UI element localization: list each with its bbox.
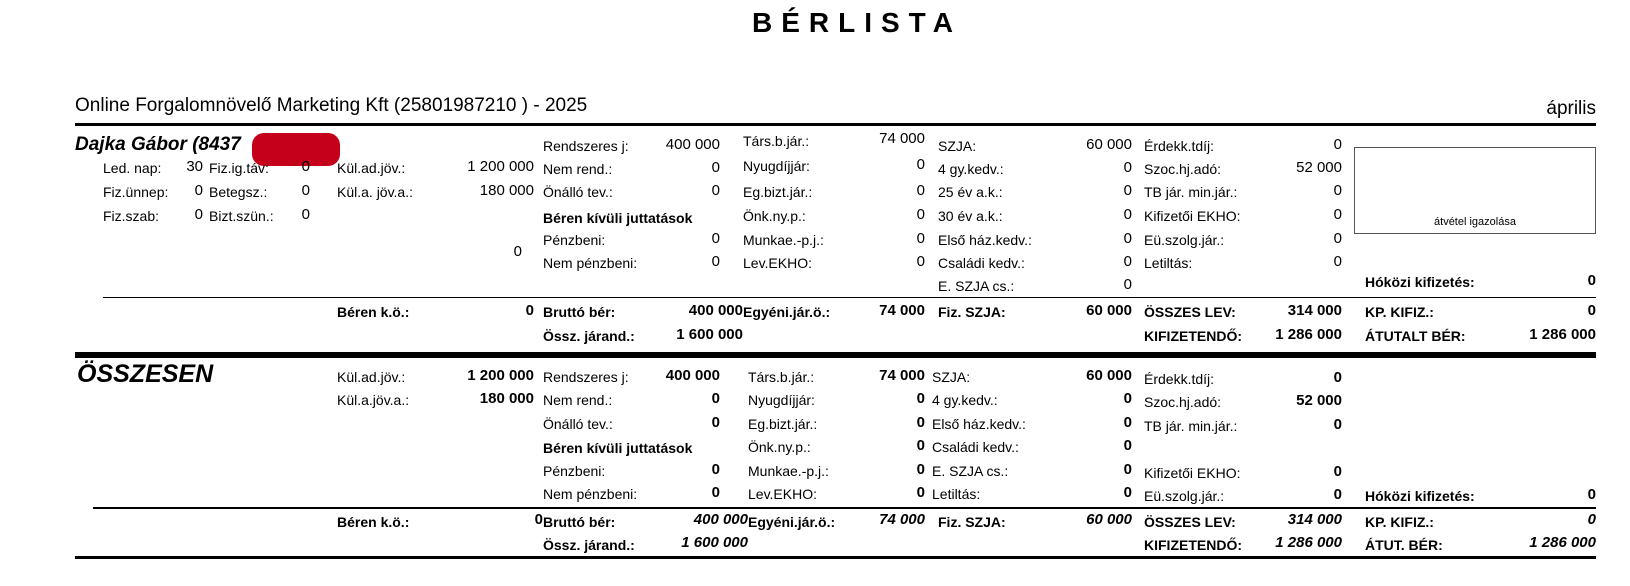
field-label: 30 év a.k.: [938,208,1003,224]
hokozi-label: Hóközi kifizetés: [1365,274,1475,290]
field-value: 0 [1123,276,1132,293]
summary-value: 314 000 [1287,302,1342,319]
section-label: Béren kívüli juttatások [543,440,693,456]
page-title: BÉRLISTA [752,7,962,38]
summary-label: Fiz. SZJA: [938,304,1006,320]
field-label: Munkae.-p.j.: [748,463,829,479]
summary-label: ÖSSZES LEV: [1144,514,1236,530]
field-label: Fiz.ünnep: [103,184,169,200]
field-label: Letiltás: [1144,255,1193,271]
field-label: Nyugdíjjár: [748,392,815,408]
field-label: Kül.ad.jöv.: [337,369,406,385]
field-label: SZJA: [938,138,977,154]
field-label: Első ház.kedv.: [932,416,1026,432]
employee-rule [103,297,1596,298]
summary-value: 1 286 000 [1275,326,1342,343]
field-label: Kifizetői EKHO: [1144,465,1241,481]
footer-rule [75,556,1596,559]
field-value: 0 [711,414,720,431]
field-label: Kül.ad.jöv.: [337,160,406,176]
field-value: 0 [194,206,203,223]
totals-inner-rule [93,507,1596,509]
field-label: Társ.b.jár.: [748,369,815,385]
signature-box [1354,147,1596,234]
field-value: 0 [916,206,925,223]
summary-label: ÁTUTALT BÉR: [1365,328,1466,344]
field-value: 0 [916,437,925,454]
field-label: Eg.bizt.jár.: [743,184,813,200]
field-label: Kül.a. jöv.a.: [337,184,414,200]
field-label: SZJA: [932,369,971,385]
field-label: Fiz.ig.táv: [209,160,269,176]
field-value: 74 000 [879,130,925,147]
section-label: Béren kívüli juttatások [543,210,693,226]
summary-value: 400 000 [693,511,748,528]
summary-label: KIFIZETENDŐ: [1144,537,1242,553]
field-value: 0 [1333,230,1342,247]
field-value: 0 [711,230,720,247]
summary-value: 0 [1587,511,1596,528]
summary-label: KIFIZETENDŐ: [1144,328,1242,344]
field-value: 0 [513,243,522,260]
header-rule [75,123,1596,126]
field-label: Kül.a.jöv.a.: [337,392,410,408]
field-label: Betegsz.: [209,184,268,200]
field-label: Nem rend.: [543,161,613,177]
summary-label: Bruttó bér: [543,514,616,530]
field-label: Első ház.kedv.: [938,232,1032,248]
summary-value: 1 286 000 [1275,534,1342,551]
field-label: Önálló tev.: [543,184,613,200]
field-label: Lev.EKHO: [743,255,812,271]
field-value: 400 000 [665,367,720,384]
field-label: 25 év a.k.: [938,184,1003,200]
field-value: 1 200 000 [467,367,534,384]
summary-value: 0 [534,511,543,528]
field-value: 0 [916,156,925,173]
field-label: Pénzbeni: [543,463,606,479]
field-label: Érdekk.tdíj: [1144,371,1215,387]
field-label: 4 gy.kedv.: [938,161,1004,177]
summary-value: 0 [1587,302,1596,319]
field-value: 0 [1333,182,1342,199]
field-label: TB jár. min.jár.: [1144,184,1238,200]
field-label: Nem pénzbeni: [543,255,638,271]
field-value: 0 [916,182,925,199]
field-label: Eü.szolg.jár.: [1144,232,1225,248]
field-label: Bizt.szün.: [209,208,274,224]
summary-value: 74 000 [879,302,925,319]
field-label: TB jár. min.jár.: [1144,418,1238,434]
field-value: 0 [1333,136,1342,153]
field-value: 60 000 [1086,136,1132,153]
field-label: E. SZJA cs.: [938,278,1015,294]
field-label: Rendszeres j: [543,138,629,154]
field-value: 0 [916,390,925,407]
field-value: 0 [711,484,720,501]
field-value: 0 [1123,159,1132,176]
field-label: Munkae.-p.j.: [743,232,824,248]
summary-label: Egyéni.jár.ö.: [743,304,831,320]
field-value: 0 [1123,437,1132,454]
employee-name: Dajka Gábor (8437 [75,134,241,155]
field-label: Családi kedv.: [932,439,1019,455]
field-value: 0 [916,414,925,431]
field-label: Társ.b.jár.: [743,133,810,149]
field-value: 0 [1333,206,1342,223]
hokozi-value: 0 [1587,486,1596,503]
field-value: 1 200 000 [467,158,534,175]
summary-value: 1 600 000 [676,326,743,343]
field-value: 0 [1123,390,1132,407]
field-label: Eü.szolg.jár.: [1144,488,1225,504]
summary-label: Fiz. SZJA: [938,514,1006,530]
hokozi-label: Hóközi kifizetés: [1365,488,1475,504]
field-value: 0 [1123,206,1132,223]
field-value: 0 [1123,182,1132,199]
summary-label: Béren k.ö.: [337,514,410,530]
summary-label: ÁTUT. BÉR: [1365,537,1443,553]
summary-label: Össz. járand.: [543,537,635,553]
month-label: április [1546,98,1596,119]
field-label: Nem pénzbeni: [543,486,638,502]
summary-value: 400 000 [688,302,743,319]
field-label: Fiz.szab: [103,208,160,224]
field-value: 0 [711,461,720,478]
totals-rule [75,352,1596,358]
field-label: Családi kedv.: [938,255,1025,271]
field-label: Önk.ny.p.: [748,439,811,455]
field-value: 52 000 [1296,392,1342,409]
summary-label: ÖSSZES LEV: [1144,304,1236,320]
field-label: Rendszeres j: [543,369,629,385]
signature-box-label: átvétel igazolása [1434,216,1516,228]
field-value: 0 [1123,414,1132,431]
summary-value: 0 [525,302,534,319]
field-value: 52 000 [1296,159,1342,176]
field-label: Led. nap: [103,160,162,176]
summary-label: Össz. járand.: [543,328,635,344]
field-value: 180 000 [479,390,534,407]
field-value: 0 [1123,461,1132,478]
field-value: 0 [1123,484,1132,501]
summary-value: 60 000 [1086,302,1132,319]
field-value: 0 [1333,416,1342,433]
field-value: 60 000 [1086,367,1132,384]
summary-label: KP. KIFIZ.: [1365,304,1434,320]
field-value: 180 000 [479,182,534,199]
field-label: Eg.bizt.jár.: [748,416,818,432]
summary-value: 60 000 [1086,511,1132,528]
field-label: Nyugdíjjár: [743,158,810,174]
summary-label: KP. KIFIZ.: [1365,514,1434,530]
field-value: 0 [301,182,310,199]
field-label: Lev.EKHO: [748,486,817,502]
field-label: Szoc.hj.adó: [1144,394,1222,410]
totals-title: ÖSSZESEN [77,360,214,388]
hokozi-value: 0 [1587,272,1596,289]
field-label: Nem rend.: [543,392,613,408]
field-value: 0 [711,182,720,199]
field-label: Letiltás: [932,486,981,502]
field-value: 0 [1123,253,1132,270]
field-label: Kifizetői EKHO: [1144,208,1241,224]
field-label: Érdekk.tdíj: [1144,138,1215,154]
company-line: Online Forgalomnövelő Marketing Kft (25801987210 ) - 2025 [75,95,588,116]
field-value: 0 [301,206,310,223]
summary-value: 74 000 [879,511,925,528]
summary-label: Béren k.ö.: [337,304,410,320]
field-label: Önk.ny.p.: [743,208,806,224]
field-label: Pénzbeni: [543,232,606,248]
field-value: 0 [1123,230,1132,247]
field-value: 0 [711,390,720,407]
field-value: 0 [1333,369,1342,386]
field-value: 0 [916,253,925,270]
field-value: 74 000 [879,367,925,384]
field-label: Önálló tev.: [543,416,613,432]
field-value: 30 [186,158,203,175]
summary-value: 1 286 000 [1529,326,1596,343]
field-value: 0 [916,230,925,247]
field-label: E. SZJA cs.: [932,463,1009,479]
summary-value: 1 286 000 [1529,534,1596,551]
summary-value: 1 600 000 [681,534,748,551]
field-value: 0 [1333,486,1342,503]
summary-label: Bruttó bér: [543,304,616,320]
field-value: 0 [711,159,720,176]
summary-label: Egyéni.jár.ö.: [748,514,836,530]
field-value: 0 [1333,253,1342,270]
field-value: 0 [194,182,203,199]
field-label: 4 gy.kedv.: [932,392,998,408]
field-value: 0 [711,253,720,270]
field-label: Szoc.hj.adó: [1144,161,1222,177]
field-value: 0 [916,461,925,478]
field-value: 0 [916,484,925,501]
field-value: 400 000 [665,136,720,153]
summary-value: 314 000 [1287,511,1342,528]
field-value: 0 [1333,463,1342,480]
field-value: 0 [301,158,310,175]
